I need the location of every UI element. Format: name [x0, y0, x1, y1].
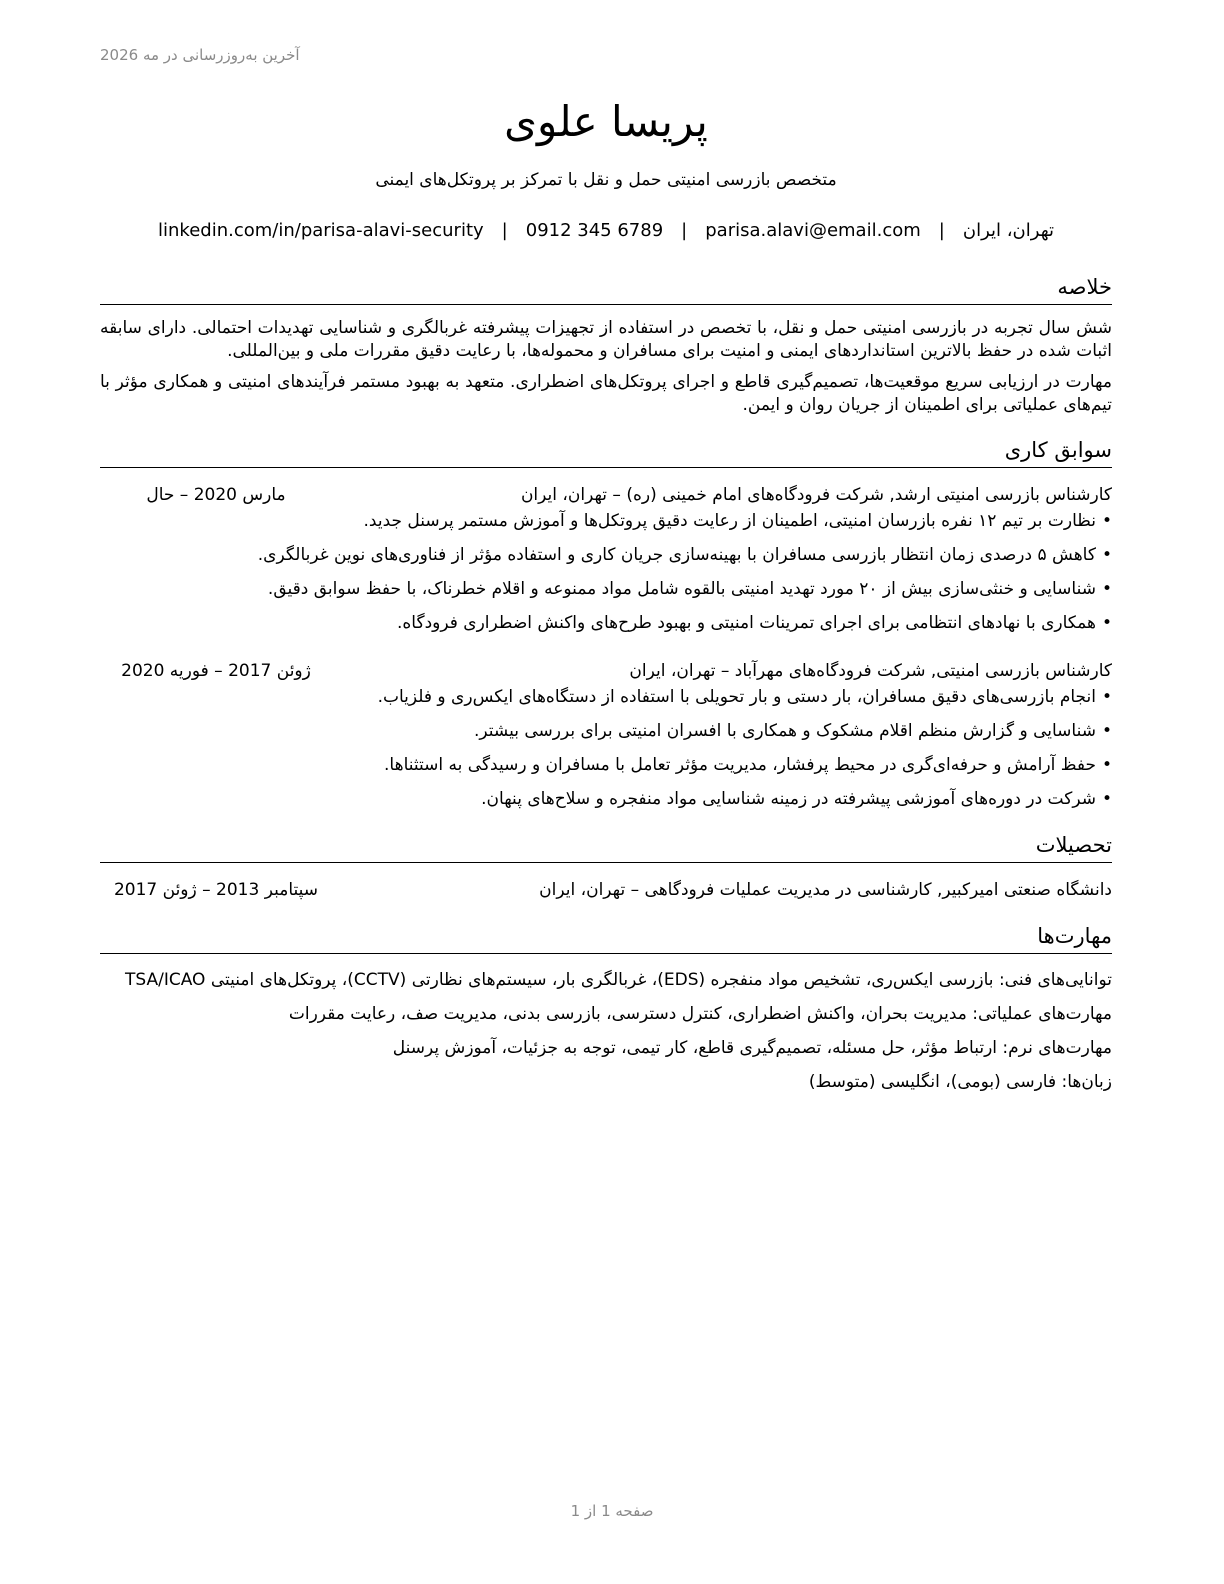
job-bullet — [100, 508, 1112, 534]
candidate-title: متخصص بازرسی امنیتی حمل و نقل با تمرکز بر پروتکل‌های ایمنی — [375, 170, 837, 190]
job-entry — [100, 482, 1112, 636]
bullet-icon: • — [1101, 613, 1112, 633]
section-heading: سوابق کاری — [100, 435, 1112, 468]
bullet-text: همکاری با نهادهای انتظامی برای اجرای تمرینات امنیتی و بهبود طرح‌های واکنش اضطراری فرودگاه. — [397, 613, 1096, 633]
section-heading: تحصیلات — [100, 830, 1112, 863]
job-bullet — [100, 752, 1112, 778]
contact-separator: | — [938, 220, 945, 241]
education-section — [100, 830, 1112, 903]
bullet-text: حفظ آرامش و حرفه‌ای‌گری در محیط پرفشار، مدیریت مؤثر تعامل با مسافران و رسیدگی به استثناها. — [384, 755, 1096, 775]
experience-section — [100, 435, 1112, 812]
job-header — [100, 658, 1112, 684]
education-entry — [100, 877, 1112, 903]
section-heading: مهارت‌ها — [100, 921, 1112, 954]
contact-separator: | — [501, 220, 508, 241]
summary-section — [100, 272, 1112, 417]
bullet-text: نظارت بر تیم ۱۲ نفره بازرسان امنیتی، اطمینان از رعایت دقیق پروتکل‌ها و آموزش مستمر پرسنل جدید. — [363, 511, 1096, 531]
job-dates: مارس 2020 – حال — [146, 485, 286, 505]
section-heading: خلاصه — [100, 272, 1112, 305]
skills-section — [100, 921, 1112, 1094]
skills-line: مهارت‌های عملیاتی: مدیریت بحران، واکنش اضطراری، کنترل دسترسی، بازرسی بدنی، مدیریت صف، رعایت مقررات — [288, 1004, 1112, 1024]
contact-email[interactable]: parisa.alavi@email.com — [705, 220, 921, 241]
job-role: کارشناس بازرسی امنیتی, شرکت فرودگاه‌های مهرآباد – تهران، ایران — [629, 661, 1112, 681]
summary-paragraph: مهارت در ارزیابی سریع موقعیت‌ها، تصمیم‌گیری قاطع و اجرای پروتکل‌های اضطراری. متعهد به بهبود مستمر فرآیندهای امنیتی و همکاری مؤثر با تیم‌های عملیاتی برای اطمینان از جریان روان و ایمن. — [100, 372, 1112, 415]
contact-separator: | — [681, 220, 688, 241]
skills-line: توانایی‌های فنی: بازرسی ایکس‌ری، تشخیص مواد منفجره (EDS)، غربالگری بار، سیستم‌های نظارتی (CCTV)، پروتکل‌های امنیتی TSA/ICAO — [124, 970, 1112, 990]
bullet-text: کاهش ۵ درصدی زمان انتظار بازرسی مسافران با بهینه‌سازی جریان کاری و استفاده مؤثر از فناوری‌های نوین غربالگری. — [257, 545, 1096, 565]
bullet-text: شرکت در دوره‌های آموزشی پیشرفته در زمینه شناسایی مواد منفجره و سلاح‌های پنهان. — [481, 789, 1096, 809]
candidate-name: پریسا علوی — [504, 97, 708, 146]
bullet-text: شناسایی و گزارش منظم اقلام مشکوک و همکاری با افسران امنیتی برای بررسی بیشتر. — [473, 721, 1096, 741]
contact-line — [100, 220, 1112, 241]
job-bullet — [100, 684, 1112, 710]
education-institution: دانشگاه صنعتی امیرکبیر, کارشناسی در مدیریت عملیات فرودگاهی – تهران، ایران — [539, 880, 1112, 900]
bullet-icon: • — [1101, 755, 1112, 775]
bullet-text: شناسایی و خنثی‌سازی بیش از ۲۰ مورد تهدید امنیتی بالقوه شامل مواد ممنوعه و اقلام خطرناک، با حفظ سوابق دقیق. — [267, 579, 1096, 599]
resume-header — [100, 92, 1112, 241]
skills-line: مهارت‌های نرم: ارتباط مؤثر، حل مسئله، تصمیم‌گیری قاطع، کار تیمی، توجه به جزئیات، آموزش پرسنل — [392, 1038, 1112, 1058]
bullet-icon: • — [1101, 721, 1112, 741]
job-bullet — [100, 610, 1112, 636]
contact-phone: 0912 345 6789 — [525, 220, 664, 241]
contact-linkedin[interactable]: linkedin.com/in/parisa-alavi-security — [158, 220, 484, 241]
job-entry — [100, 658, 1112, 812]
job-bullet — [100, 542, 1112, 568]
job-bullet — [100, 718, 1112, 744]
bullet-icon: • — [1101, 687, 1112, 707]
bullet-icon: • — [1101, 789, 1112, 809]
job-header — [100, 482, 1112, 508]
job-bullet — [100, 786, 1112, 812]
bullet-text: انجام بازرسی‌های دقیق مسافران، بار دستی و بار تحویلی با استفاده از دستگاه‌های ایکس‌ری و فلزیاب. — [377, 687, 1096, 707]
job-bullets — [100, 508, 1112, 636]
bullet-icon: • — [1101, 579, 1112, 599]
last-updated-note: آخرین به‌روزرسانی در مه 2026 — [100, 46, 300, 64]
bullet-icon: • — [1101, 545, 1112, 565]
bullet-icon: • — [1101, 511, 1112, 531]
contact-location: تهران، ایران — [962, 220, 1054, 241]
summary-paragraph: شش سال تجربه در بازرسی امنیتی حمل و نقل، با تخصص در استفاده از تجهیزات پیشرفته غربالگری و شناسایی تهدیدات احتمالی. دارای سابقه اثبات شده در حفظ بالاترین استانداردهای ایمنی و امنیت برای مسافران و محموله‌ها، با رعایت دقیق مقررات ملی و بین‌المللی. — [100, 318, 1112, 361]
skills-line: زبان‌ها: فارسی (بومی)، انگلیسی (متوسط) — [808, 1072, 1112, 1092]
job-bullet — [100, 576, 1112, 602]
education-dates: سپتامبر 2013 – ژوئن 2017 — [113, 880, 319, 900]
job-role: کارشناس بازرسی امنیتی ارشد, شرکت فرودگاه‌های امام خمینی (ره) – تهران، ایران — [520, 485, 1112, 505]
page-number: صفحه 1 از 1 — [570, 1502, 654, 1520]
job-dates: ژوئن 2017 – فوریه 2020 — [121, 661, 311, 681]
job-bullets — [100, 684, 1112, 812]
resume-content — [100, 272, 1112, 1094]
